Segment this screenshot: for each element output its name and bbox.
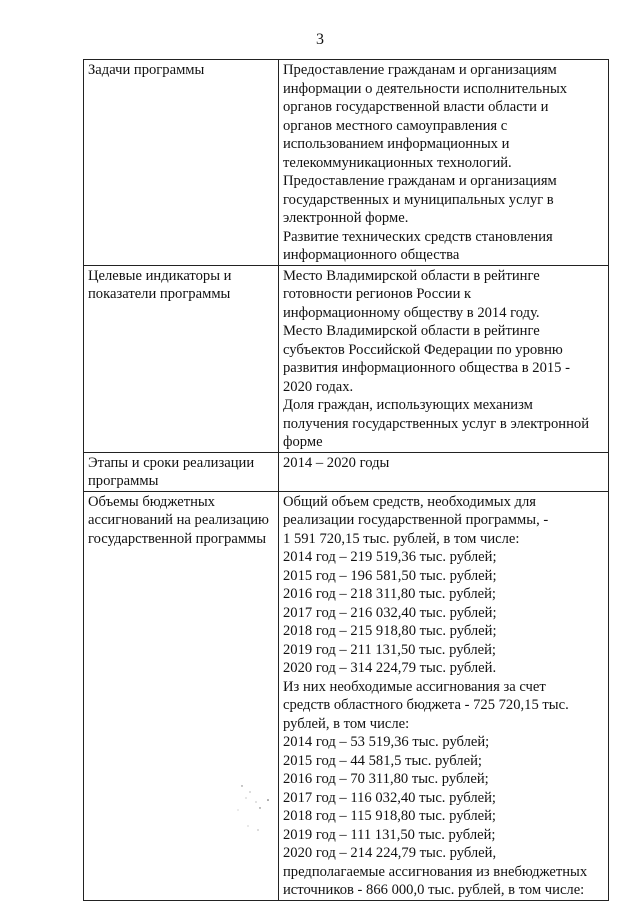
row-label-line: Объемы бюджетных <box>88 493 215 510</box>
row-value-line: 1 591 720,15 тыс. рублей, в том числе: <box>283 530 520 547</box>
row-value-line: 2016 год – 70 311,80 тыс. рублей; <box>283 771 489 787</box>
row-value-cell <box>279 452 609 491</box>
row-value-cell <box>279 491 609 900</box>
row-label-line: показатели программы <box>88 286 231 302</box>
row-value-line: Развитие технических средств становления <box>283 228 553 245</box>
row-value-line: Общий объем средств, необходимых для <box>283 493 536 510</box>
row-value-line: информации о деятельности исполнительных <box>283 80 568 97</box>
row-value-line: Место Владимирской области в рейтинге <box>283 267 540 284</box>
row-label-line: программы <box>88 473 159 489</box>
row-value-line: информационного общества <box>283 247 460 263</box>
row-value-line: 2018 год – 215 918,80 тыс. рублей; <box>283 623 497 639</box>
row-value-line: телекоммуникационных технологий. <box>283 154 512 171</box>
row-value-line: государственных и муниципальных услуг в <box>283 191 554 208</box>
scan-specks <box>230 780 280 840</box>
row-value-line: 2019 год – 111 131,50 тыс. рублей; <box>283 826 496 843</box>
row-value-line: 2014 год – 53 519,36 тыс. рублей; <box>283 734 490 750</box>
row-value-line: 2014 – 2020 годы <box>283 454 390 471</box>
table-row <box>84 452 609 491</box>
row-value-line: информационному обществу в 2014 году. <box>283 304 540 321</box>
row-value-line: субъектов Российской Федерации по уровню <box>283 341 563 358</box>
row-label-cell <box>84 265 279 452</box>
row-label-line: Целевые индикаторы и <box>88 267 232 284</box>
row-value-line: 2020 год – 214 224,79 тыс. рублей, <box>283 845 497 861</box>
row-value-line: получения государственных услуг в электронной <box>283 415 590 432</box>
row-value-line: Из них необходимые ассигнования за счет <box>283 678 546 695</box>
row-value-line: Место Владимирской области в рейтинге <box>283 323 540 339</box>
row-value-cell <box>279 60 609 266</box>
row-value-line: 2020 годах. <box>283 378 354 395</box>
row-value-line: 2015 год – 44 581,5 тыс. рублей; <box>283 752 482 769</box>
table-row <box>84 491 609 900</box>
row-label-cell <box>84 452 279 491</box>
row-value-line: 2017 год – 116 032,40 тыс. рублей; <box>283 789 496 806</box>
row-value-line: предполагаемые ассигнования из внебюджетных <box>283 863 588 880</box>
row-value-cell <box>279 265 609 452</box>
row-value-line: органов местного самоуправления с <box>283 117 508 134</box>
row-value-line: средств областного бюджета - 725 720,15 тыс. <box>283 697 569 713</box>
row-value-line: 2019 год – 211 131,50 тыс. рублей; <box>283 641 496 658</box>
row-value-line: органов государственной власти области и <box>283 99 549 115</box>
table-row <box>84 60 609 266</box>
row-label-line: Задачи программы <box>88 62 205 78</box>
row-value-line: форме <box>283 434 323 450</box>
row-value-line: Предоставление гражданам и организациям <box>283 62 557 78</box>
row-label-line: Этапы и сроки реализации <box>88 454 255 471</box>
row-value-line: развития информационного общества в 2015 - <box>283 360 570 376</box>
row-value-line: готовности регионов России к <box>283 286 472 302</box>
page-number: 3 <box>316 31 324 48</box>
row-value-line: электронной форме. <box>283 210 409 226</box>
row-value-line: реализации государственной программы, - <box>283 512 549 528</box>
row-value-line: Предоставление гражданам и организациям <box>283 173 557 189</box>
table-row <box>84 265 609 452</box>
row-value-line: использованием информационных и <box>283 136 510 152</box>
row-value-line: 2017 год – 216 032,40 тыс. рублей; <box>283 604 497 621</box>
row-value-line: 2015 год – 196 581,50 тыс. рублей; <box>283 567 497 584</box>
row-label-line: государственной программы <box>88 530 267 547</box>
row-value-line: 2020 год – 314 224,79 тыс. рублей. <box>283 660 497 676</box>
row-label-line: ассигнований на реализацию <box>88 512 269 528</box>
row-value-line: Доля граждан, использующих механизм <box>283 397 533 413</box>
row-label-cell <box>84 60 279 266</box>
row-value-line: 2018 год – 115 918,80 тыс. рублей; <box>283 808 496 824</box>
program-passport-table <box>83 59 609 901</box>
row-value-line: источников - 866 000,0 тыс. рублей, в том числе: <box>283 882 585 898</box>
row-value-line: рублей, в том числе: <box>283 715 410 732</box>
table-body <box>84 60 609 901</box>
row-value-line: 2014 год – 219 519,36 тыс. рублей; <box>283 549 497 565</box>
row-value-line: 2016 год – 218 311,80 тыс. рублей; <box>283 586 496 602</box>
